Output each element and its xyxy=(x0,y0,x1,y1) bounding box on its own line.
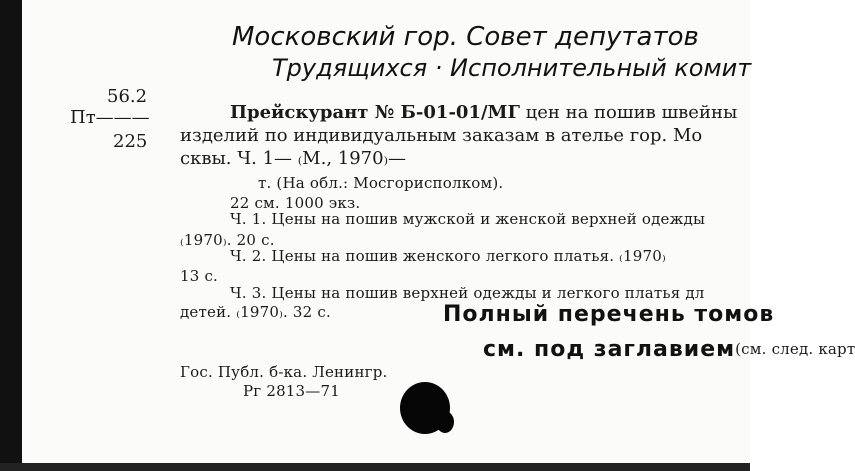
scan-bottom-edge xyxy=(0,463,750,471)
part-2-line-b: 13 с. xyxy=(180,267,219,285)
library-name: Гос. Публ. б-ка. Ленингр. xyxy=(180,363,388,381)
entry-title: Прейскурант № Б-01-01/МГ xyxy=(230,102,520,123)
entry-line-5: 22 см. 1000 экз. xyxy=(230,194,361,212)
ink-blot-tail xyxy=(436,411,454,433)
part-3-line-b: детей. ₍1970₎. 32 с. xyxy=(180,303,331,321)
part-3-line-a: Ч. 3. Цены на пошив верхней одежды и легкого платья дл xyxy=(230,284,705,302)
scan-left-edge xyxy=(0,0,22,471)
stamp-line-2 xyxy=(483,337,855,362)
stamp-line-2-tail: (см. след. карт xyxy=(735,340,855,358)
part-1-line-b: ₍1970₎. 20 с. xyxy=(180,231,275,249)
classification-prefix: Пт——— xyxy=(70,107,150,128)
classification-bottom: 225 xyxy=(113,131,148,152)
entry-line-1 xyxy=(230,102,737,123)
stamp-line-2-main: см. под заглавием xyxy=(483,337,736,362)
part-1-line-a: Ч. 1. Цены на пошив мужской и женской верхней одежды xyxy=(230,210,706,228)
entry-line-4: т. (На обл.: Мосгорисполком). xyxy=(258,174,504,192)
handwritten-line-2: Трудящихся · Исполнительный комит xyxy=(272,54,752,82)
library-code: Рг 2813—71 xyxy=(243,382,340,400)
entry-line-2: изделий по индивидуальным заказам в ателье гор. Мо xyxy=(180,125,703,146)
part-2-line-a: Ч. 2. Цены на пошив женского легкого платья. ₍1970₎ xyxy=(230,247,666,265)
classification-top: 56.2 xyxy=(107,86,148,107)
entry-line-1-rest: цен на пошив швейны xyxy=(525,102,738,123)
entry-line-3: сквы. Ч. 1— ₍М., 1970₎— xyxy=(180,148,407,169)
handwritten-line-1: Московский гор. Совет депутатов xyxy=(232,22,699,52)
stamp-line-1: Полный перечень томов xyxy=(443,302,775,327)
